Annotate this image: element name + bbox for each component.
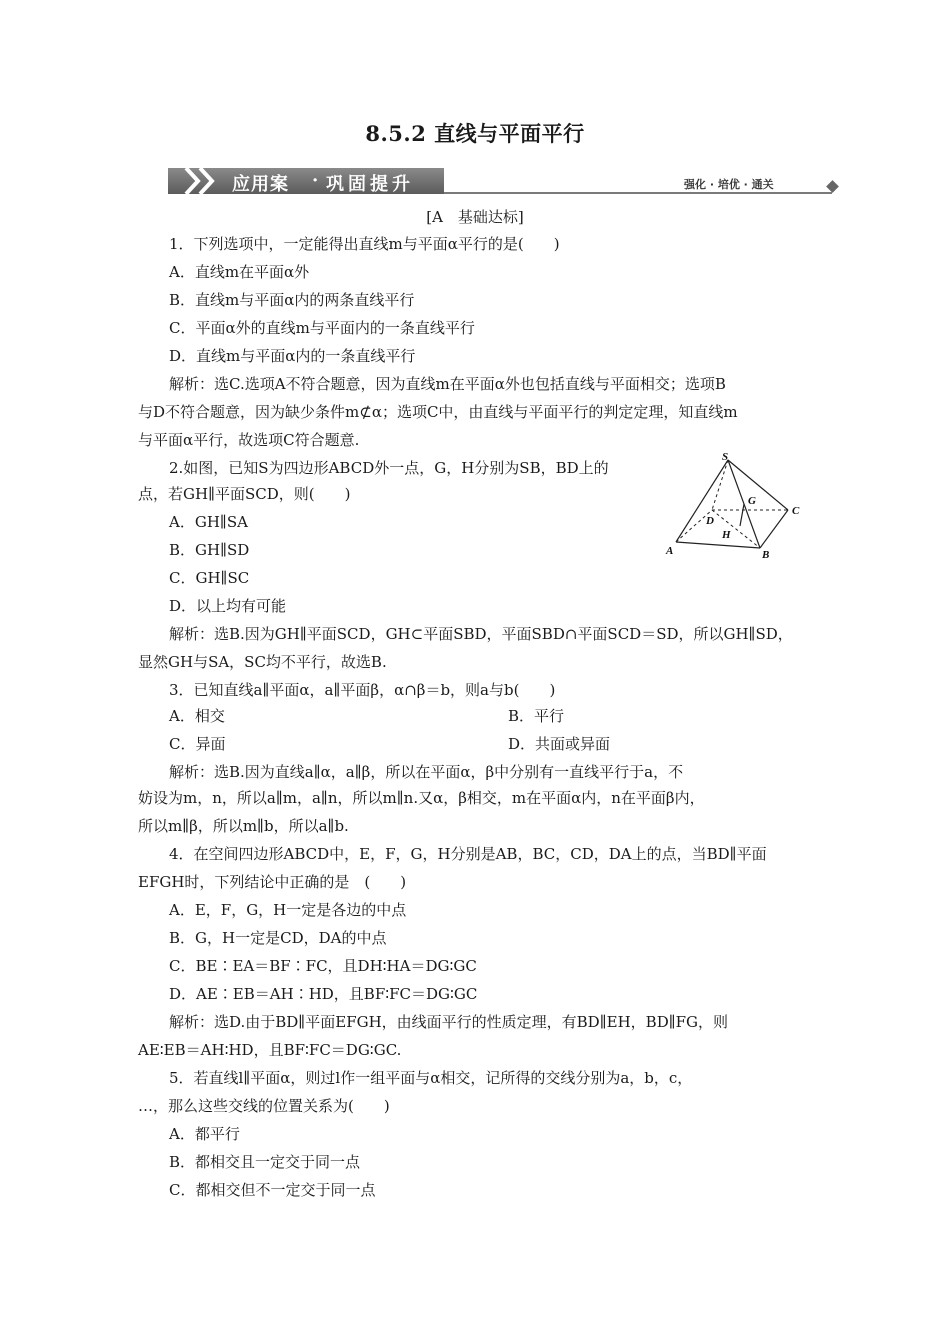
q4-solution-line2: AE∶EB＝AH∶HD，且BF∶FC＝DG∶GC. <box>138 1041 402 1059</box>
label-h: H <box>722 529 731 541</box>
diamond-icon <box>826 180 839 193</box>
label-c: C <box>792 505 800 517</box>
q3-option-c: C．异面 <box>169 735 226 753</box>
q1-solution-line1: 解析：选C.选项A不符合题意，因为直线m在平面α外也包括直线与平面相交；选项B <box>169 375 726 393</box>
q4-stem-line2: EFGH时，下列结论中正确的是 ( ) <box>138 873 407 891</box>
q4-option-c: C．BE∶EA＝BF∶FC，且DH∶HA＝DG∶GC <box>169 957 477 975</box>
q3-option-a: A．相交 <box>169 707 225 725</box>
q4-stem-line1: 4．在空间四边形ABCD中，E，F，G，H分别是AB，BC，CD，DA上的点，当BD∥平面 <box>169 845 767 863</box>
q1-solution-line2: 与D不符合题意，因为缺少条件m⊄α；选项C中，由直线与平面平行的判定定理，知直线m <box>138 403 738 421</box>
section-heading: [A 基础达标] <box>426 208 524 226</box>
q1-option-a: A．直线m在平面α外 <box>169 263 310 281</box>
q5-option-c: C．都相交但不一定交于同一点 <box>169 1181 376 1199</box>
q4-option-d: D．AE∶EB＝AH∶HD，且BF∶FC＝DG∶GC <box>169 985 478 1003</box>
q1-option-c: C．平面α外的直线m与平面内的一条直线平行 <box>169 319 475 337</box>
double-chevron-icon <box>182 166 222 196</box>
section-banner <box>168 164 840 196</box>
q4-option-a: A．E，F，G，H一定是各边的中点 <box>169 901 407 919</box>
q1-option-d: D．直线m与平面α内的一条直线平行 <box>169 347 416 365</box>
q5-option-b: B．都相交且一定交于同一点 <box>169 1153 361 1171</box>
pyramid-figure <box>660 450 810 560</box>
banner-sublabel: 巩固提升 <box>326 174 414 195</box>
banner-label: 应用案 <box>232 174 289 195</box>
banner-tagline: 强化 · 培优 · 通关 <box>684 178 774 191</box>
banner-rule <box>444 192 832 194</box>
q5-option-a: A．都平行 <box>169 1125 240 1143</box>
q4-option-b: B．G，H一定是CD，DA的中点 <box>169 929 387 947</box>
q2-solution-line2: 显然GH与SA，SC均不平行，故选B. <box>138 653 387 671</box>
label-b: B <box>762 549 770 560</box>
q1-option-b: B．直线m与平面α内的两条直线平行 <box>169 291 415 309</box>
label-a: A <box>666 545 674 557</box>
label-s: S <box>722 451 729 463</box>
q3-option-b: B．平行 <box>508 707 565 725</box>
q3-solution-line3: 所以m∥β，所以m∥b，所以a∥b. <box>138 817 349 835</box>
q2-option-d: D．以上均有可能 <box>169 597 287 615</box>
q2-stem-line1: 2.如图，已知S为四边形ABCD外一点，G，H分别为SB，BD上的 <box>169 459 609 477</box>
page-title: 8.5.2 直线与平面平行 <box>365 121 585 146</box>
q3-solution-line1: 解析：选B.因为直线a∥α，a∥β，所以在平面α，β中分别有一直线平行于a，不 <box>169 763 684 781</box>
q5-stem-line2: …，那么这些交线的位置关系为( ) <box>138 1097 390 1115</box>
q2-option-b: B．GH∥SD <box>169 541 250 559</box>
q4-solution-line1: 解析：选D.由于BD∥平面EFGH，由线面平行的性质定理，有BD∥EH，BD∥FG，则 <box>169 1013 729 1031</box>
q1-solution-line3: 与平面α平行，故选项C符合题意. <box>138 431 360 449</box>
q2-option-a: A．GH∥SA <box>169 513 248 531</box>
label-d: D <box>706 515 714 527</box>
q3-stem: 3．已知直线a∥平面α，a∥平面β，α∩β＝b，则a与b( ) <box>169 681 556 699</box>
q2-option-c: C．GH∥SC <box>169 569 250 587</box>
q3-option-d: D．共面或异面 <box>508 735 611 753</box>
q2-stem-line2: 点，若GH∥平面SCD，则( ) <box>138 485 351 503</box>
q2-solution-line1: 解析：选B.因为GH∥平面SCD，GH⊂平面SBD，平面SBD∩平面SCD＝SD，所以GH∥SD， <box>169 625 793 643</box>
label-g: G <box>748 495 756 507</box>
q3-solution-line2: 妨设为m，n，所以a∥m，a∥n，所以m∥n.又α，β相交，m在平面α内，n在平面β内， <box>138 789 705 807</box>
banner-dot: · <box>312 170 319 191</box>
q1-stem: 1．下列选项中，一定能得出直线m与平面α平行的是( ) <box>169 235 560 253</box>
q5-stem-line1: 5．若直线l∥平面α，则过l作一组平面与α相交，记所得的交线分别为a，b，c， <box>169 1069 693 1087</box>
